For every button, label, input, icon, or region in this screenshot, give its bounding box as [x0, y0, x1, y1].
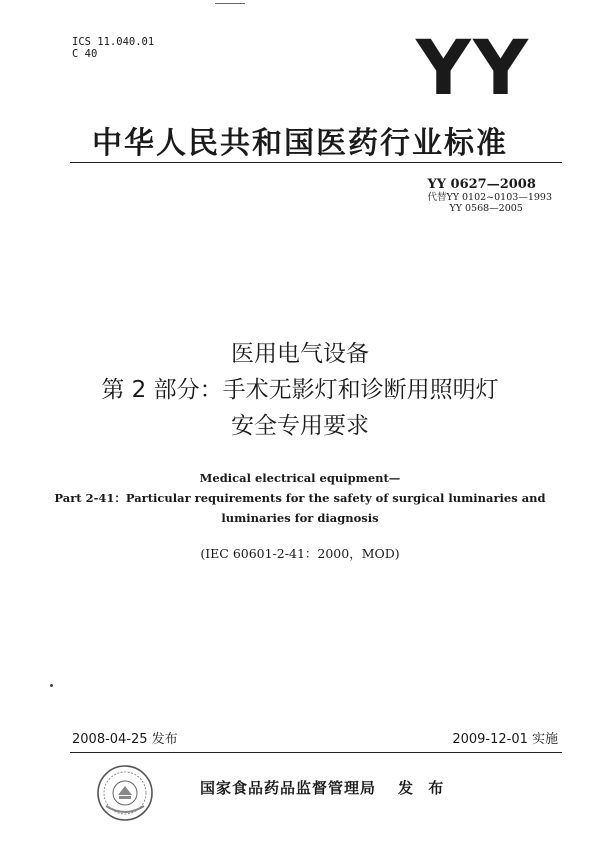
classification-codes — [72, 36, 154, 60]
chinese-title — [0, 336, 600, 444]
english-title-line-3: luminaries for diagnosis — [221, 511, 379, 525]
replaces-line-1: 代替YY 0102~0103—1993 — [427, 192, 552, 203]
page-heading: 中华人民共和国医药行业标准 — [92, 126, 508, 161]
chinese-title-line-2: 第 2 部分：手术无影灯和诊断用照明灯 — [101, 377, 499, 403]
english-title-line-2: Part 2-41：Particular requirements for the safety of surgical luminaries and — [54, 491, 546, 505]
standard-number-block — [427, 177, 552, 214]
iec-equivalence: (IEC 60601-2-41：2000，MOD) — [200, 546, 400, 561]
standard-number: YY 0627—2008 — [427, 177, 536, 192]
english-title-line-1: Medical electrical equipment— — [199, 471, 401, 485]
publisher-name: 国家食品药品监督管理局 — [200, 779, 377, 797]
issue-date: 2008-04-25 发布 — [72, 732, 178, 747]
standard-logo: YY — [415, 23, 530, 112]
scan-mark-line — [215, 3, 245, 4]
chinese-title-line-3: 安全专用要求 — [231, 413, 369, 439]
scan-speck — [50, 684, 53, 687]
publish-action: 发 布 — [398, 779, 449, 797]
replaces-line-2: YY 0568—2005 — [449, 203, 523, 214]
chinese-title-line-1: 医用电气设备 — [231, 341, 369, 367]
english-title — [0, 468, 600, 528]
official-seal-icon — [96, 764, 154, 822]
bottom-divider — [70, 752, 562, 753]
top-divider — [70, 162, 562, 163]
effective-date: 2009-12-01 实施 — [452, 732, 558, 747]
class-code: C 40 — [72, 48, 98, 60]
ics-code: ICS 11.040.01 — [72, 36, 155, 48]
publisher-line — [200, 777, 448, 798]
